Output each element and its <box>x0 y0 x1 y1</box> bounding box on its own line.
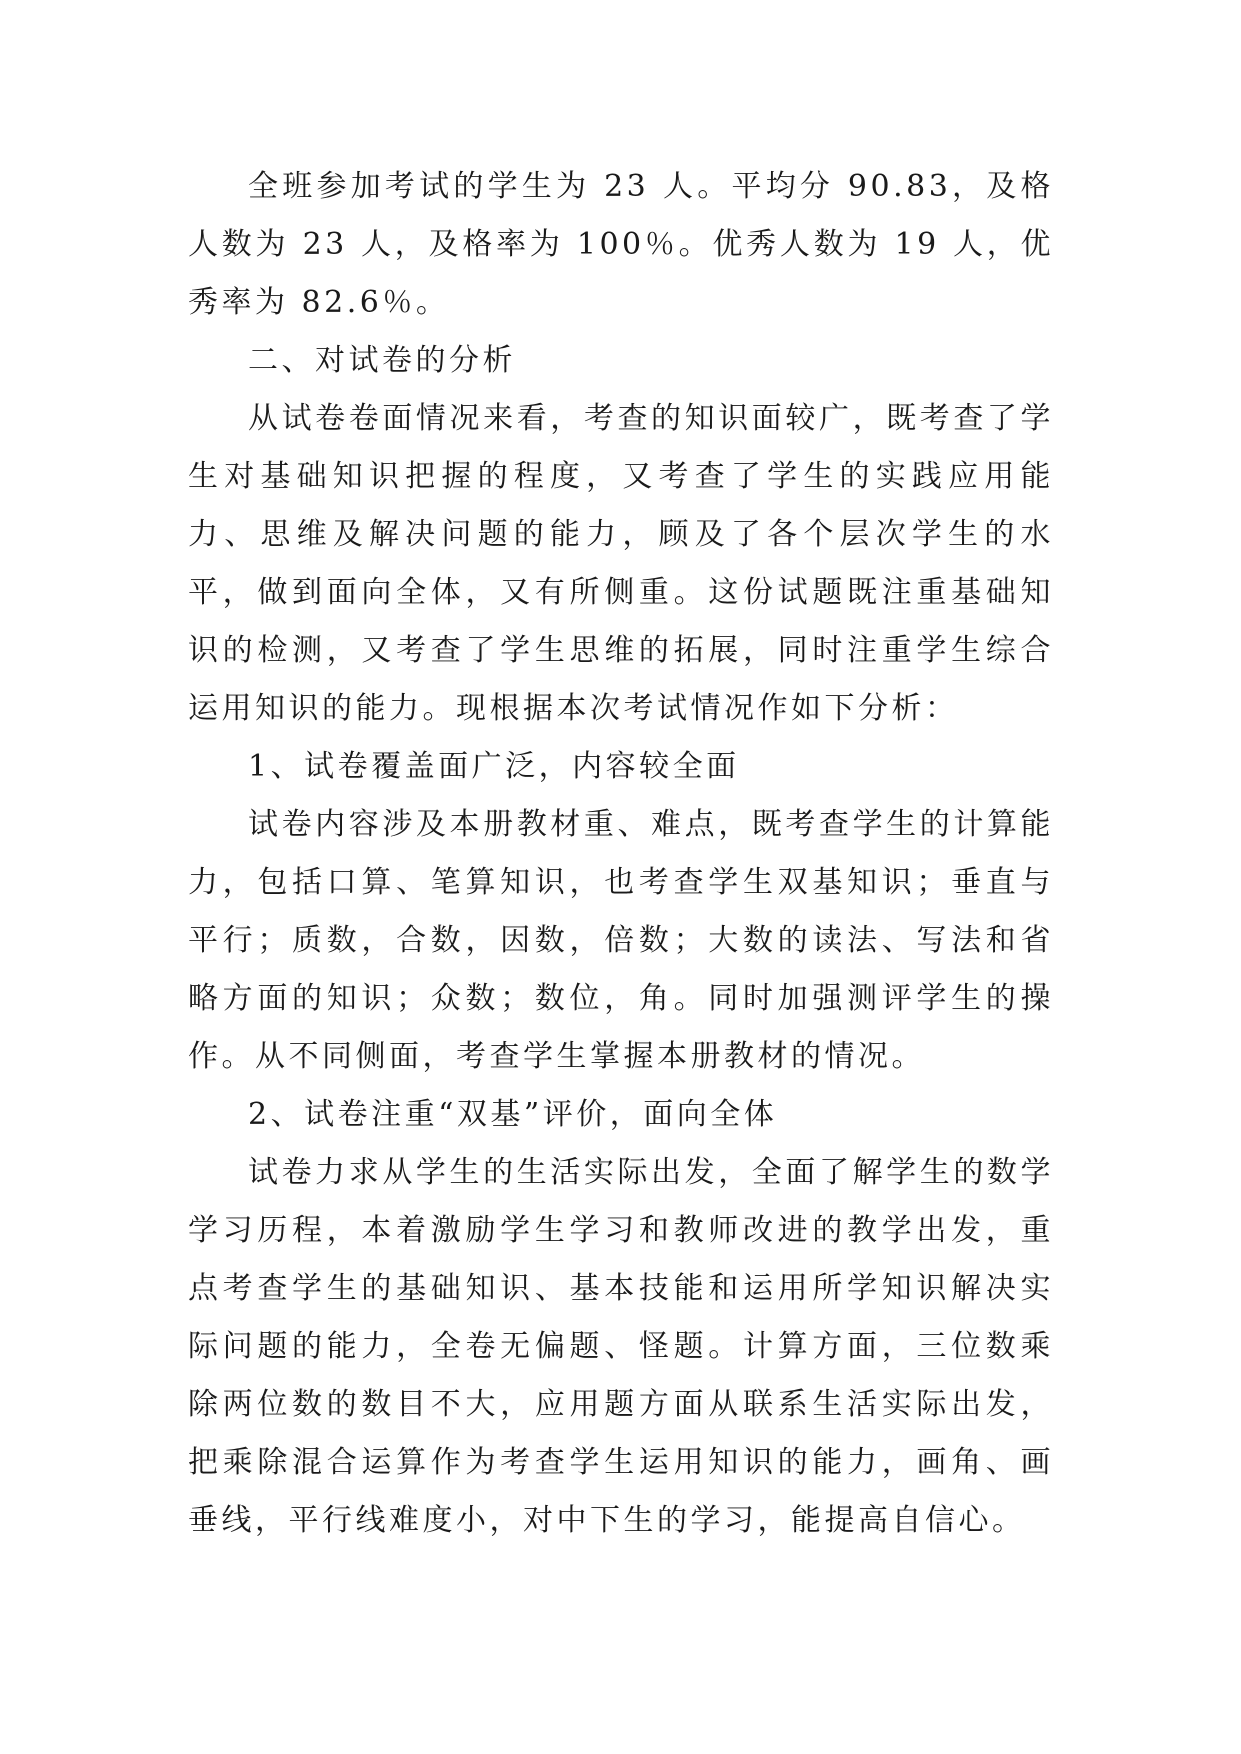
document-body <box>188 158 1054 1550</box>
subheading-coverage: 1、试卷覆盖面广泛，内容较全面 <box>248 749 740 784</box>
section-heading-paper-analysis: 二、对试卷的分析 <box>248 343 516 378</box>
subheading-basics-evaluation: 2、试卷注重“双基”评价，面向全体 <box>248 1097 778 1132</box>
paragraph-paper-overview: 从试卷卷面情况来看，考查的知识面较广，既考查了学生对基础知识把握的程度，又考查了学生的实践应用能力、思维及解决问题的能力，顾及了各个层次学生的水平，做到面向全体，又有所侧重。这份试题既注重基础知识的检测，又考查了学生思维的拓展，同时注重学生综合运用知识的能力。现根据本次考试情况作如下分析： <box>188 401 1054 726</box>
paragraph-coverage-details: 试卷内容涉及本册教材重、难点，既考查学生的计算能力，包括口算、笔算知识，也考查学生双基知识；垂直与平行；质数，合数，因数，倍数；大数的读法、写法和省略方面的知识；众数；数位，角。同时加强测评学生的操作。从不同侧面，考查学生掌握本册教材的情况。 <box>188 807 1054 1074</box>
paragraph-exam-statistics: 全班参加考试的学生为 23 人。平均分 90.83，及格人数为 23 人，及格率为 100％。优秀人数为 19 人，优秀率为 82.6％。 <box>188 169 1054 320</box>
paragraph-basics-details: 试卷力求从学生的生活实际出发，全面了解学生的数学学习历程，本着激励学生学习和教师改进的教学出发，重点考查学生的基础知识、基本技能和运用所学知识解决实际问题的能力，全卷无偏题、怪题。计算方面，三位数乘除两位数的数目不大，应用题方面从联系生活实际出发，把乘除混合运算作为考查学生运用知识的能力，画角、画垂线，平行线难度小，对中下生的学习，能提高自信心。 <box>188 1155 1054 1538</box>
